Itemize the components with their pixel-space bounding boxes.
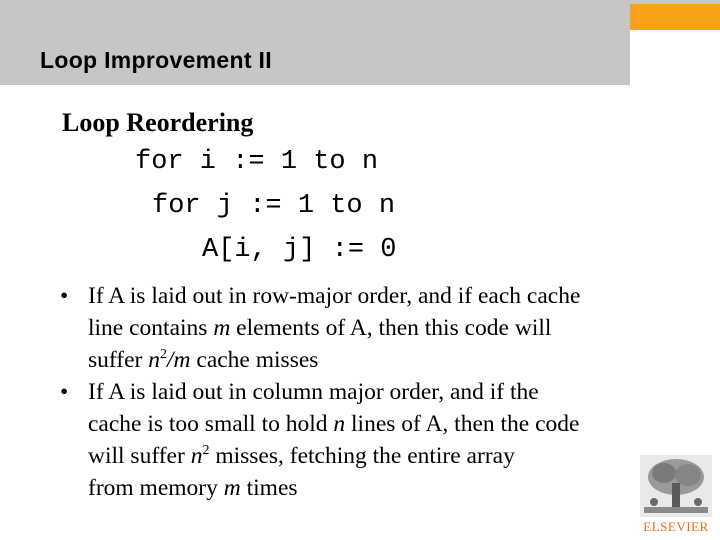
bullet-line: line contains m elements of A, then this code will (88, 315, 552, 341)
slide-title: Loop Improvement II (40, 47, 272, 73)
bullet-line: suffer $n^2/m$ cache misses (88, 347, 319, 373)
bullet-row-major (60, 280, 690, 376)
elsevier-logo (640, 455, 712, 537)
bullet-column-major (60, 376, 690, 504)
accent-block (630, 4, 720, 30)
bullet-line: If A is laid out in row-major order, and if each cache (88, 283, 581, 309)
bullet-dot: • (60, 379, 69, 405)
bullet-line: from memory m times (88, 475, 298, 501)
tree-icon (640, 455, 712, 517)
bullet-line: will suffer $n^2$ misses, fetching the entire array (88, 443, 515, 469)
bullet-dot: • (60, 283, 69, 309)
elsevier-wordmark: ELSEVIER (643, 519, 709, 534)
code-line-1: for i := 1 to n (135, 147, 379, 177)
bullet-line: cache is too small to hold n lines of A, then the code (88, 411, 580, 437)
bullet-list (60, 280, 690, 504)
slide-subtitle: Loop Reordering (62, 108, 254, 137)
code-line-2: for j := 1 to n (152, 191, 396, 221)
code-line-3: A[i, j] := 0 (202, 235, 397, 265)
bullet-line: If A is laid out in column major order, and if the (88, 379, 539, 405)
